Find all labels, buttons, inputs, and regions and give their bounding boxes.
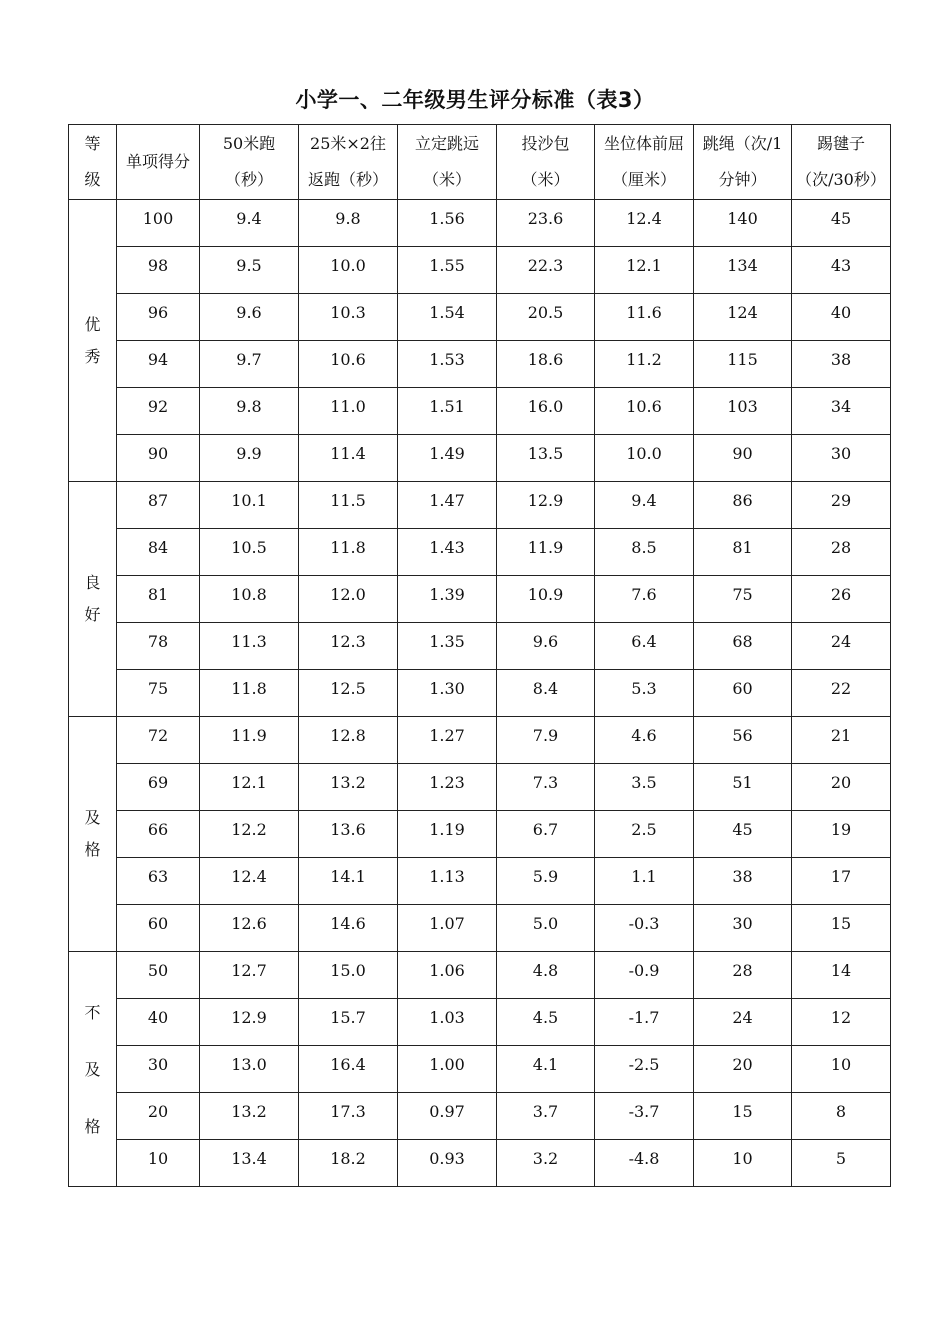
page-title: 小学一、二年级男生评分标准（表3） xyxy=(295,88,655,112)
table-cell: 26 xyxy=(792,576,891,623)
table-cell: 63 xyxy=(117,858,200,905)
table-cell: 1.13 xyxy=(398,858,497,905)
table-cell: 22 xyxy=(792,670,891,717)
table-row xyxy=(69,388,891,435)
table-cell: 134 xyxy=(694,247,792,294)
table-cell: 12.7 xyxy=(200,952,299,999)
table-cell: 12.5 xyxy=(299,670,398,717)
table-cell: 1.06 xyxy=(398,952,497,999)
table-cell: 29 xyxy=(792,482,891,529)
table-row xyxy=(69,482,891,529)
table-cell: 1.19 xyxy=(398,811,497,858)
table-cell: 87 xyxy=(117,482,200,529)
header-text: （米） xyxy=(521,170,570,189)
table-cell: 10.0 xyxy=(299,247,398,294)
header-text: 级 xyxy=(84,170,101,189)
table-cell: 20 xyxy=(792,764,891,811)
table-row xyxy=(69,435,891,482)
table-cell: 0.97 xyxy=(398,1093,497,1140)
header-text: （厘米） xyxy=(611,170,676,189)
grade-char: 好 xyxy=(84,605,101,624)
header-sit-reach xyxy=(595,125,694,200)
table-cell: 96 xyxy=(117,294,200,341)
table-row xyxy=(69,1093,891,1140)
table-cell: 12.9 xyxy=(497,482,595,529)
table-cell: 15.0 xyxy=(299,952,398,999)
table-cell: 9.6 xyxy=(200,294,299,341)
table-cell: 9.9 xyxy=(200,435,299,482)
header-text: 50米跑 xyxy=(222,134,276,153)
table-cell: 4.1 xyxy=(497,1046,595,1093)
table-cell: 12.8 xyxy=(299,717,398,764)
table-cell: 3.7 xyxy=(497,1093,595,1140)
table-cell: 8 xyxy=(792,1093,891,1140)
table-cell: 1.30 xyxy=(398,670,497,717)
table-cell: 10.9 xyxy=(497,576,595,623)
header-text: （次/30秒） xyxy=(796,170,886,189)
grade-char: 格 xyxy=(84,1116,101,1136)
table-cell: 75 xyxy=(694,576,792,623)
table-cell: 11.2 xyxy=(595,341,694,388)
table-row xyxy=(69,670,891,717)
table-cell: 4.5 xyxy=(497,999,595,1046)
table-row xyxy=(69,999,891,1046)
table-cell: 10.3 xyxy=(299,294,398,341)
table-cell: 78 xyxy=(117,623,200,670)
table-cell: 20.5 xyxy=(497,294,595,341)
table-cell: 140 xyxy=(694,200,792,247)
table-cell: 20 xyxy=(694,1046,792,1093)
table-cell: 11.4 xyxy=(299,435,398,482)
table-cell: 66 xyxy=(117,811,200,858)
table-cell: 9.5 xyxy=(200,247,299,294)
table-cell: 1.49 xyxy=(398,435,497,482)
table-cell: 28 xyxy=(694,952,792,999)
table-cell: 12.4 xyxy=(200,858,299,905)
table-cell: 115 xyxy=(694,341,792,388)
table-cell: 75 xyxy=(117,670,200,717)
table-cell: 3.2 xyxy=(497,1140,595,1187)
header-text: 踢毽子 xyxy=(816,134,865,153)
table-cell: 11.8 xyxy=(299,529,398,576)
table-cell: 1.00 xyxy=(398,1046,497,1093)
table-cell: 12.4 xyxy=(595,200,694,247)
grade-char: 秀 xyxy=(84,346,101,366)
header-text: （秒） xyxy=(224,170,273,189)
grade-cell xyxy=(69,952,117,1187)
table-cell: 5.3 xyxy=(595,670,694,717)
table-cell: 7.6 xyxy=(595,576,694,623)
table-row xyxy=(69,529,891,576)
table-cell: 10.5 xyxy=(200,529,299,576)
table-cell: 12 xyxy=(792,999,891,1046)
table-cell: 10.6 xyxy=(299,341,398,388)
table-cell: 90 xyxy=(117,435,200,482)
table-cell: 22.3 xyxy=(497,247,595,294)
table-cell: 69 xyxy=(117,764,200,811)
grade-char: 及 xyxy=(84,1059,101,1079)
grade-char: 不 xyxy=(84,1002,101,1022)
table-cell: 12.0 xyxy=(299,576,398,623)
grade-cell xyxy=(69,200,117,482)
table-cell: 20 xyxy=(117,1093,200,1140)
table-cell: 1.27 xyxy=(398,717,497,764)
table-cell: 17.3 xyxy=(299,1093,398,1140)
table-cell: -3.7 xyxy=(595,1093,694,1140)
table-cell: 10 xyxy=(694,1140,792,1187)
header-text: 单项得分 xyxy=(125,152,190,171)
table-cell: 4.8 xyxy=(497,952,595,999)
table-cell: 8.4 xyxy=(497,670,595,717)
table-cell: 3.5 xyxy=(595,764,694,811)
table-cell: 21 xyxy=(792,717,891,764)
grade-char: 良 xyxy=(84,573,101,592)
table-cell: 1.51 xyxy=(398,388,497,435)
table-cell: 9.8 xyxy=(200,388,299,435)
table-cell: 15.7 xyxy=(299,999,398,1046)
header-shuttlecock xyxy=(792,125,891,200)
table-cell: 40 xyxy=(792,294,891,341)
grade-char: 优 xyxy=(84,314,101,334)
table-cell: 13.2 xyxy=(200,1093,299,1140)
table-cell: 94 xyxy=(117,341,200,388)
table-cell: 10.1 xyxy=(200,482,299,529)
table-cell: 24 xyxy=(694,999,792,1046)
table-cell: 12.1 xyxy=(595,247,694,294)
table-cell: 50 xyxy=(117,952,200,999)
table-cell: 10.0 xyxy=(595,435,694,482)
table-cell: 9.6 xyxy=(497,623,595,670)
table-row xyxy=(69,764,891,811)
header-text: 坐位体前屈 xyxy=(603,134,684,153)
table-row xyxy=(69,576,891,623)
grade-char: 格 xyxy=(84,840,101,859)
table-cell: 90 xyxy=(694,435,792,482)
table-cell: 9.8 xyxy=(299,200,398,247)
table-cell: 12.2 xyxy=(200,811,299,858)
table-cell: 13.0 xyxy=(200,1046,299,1093)
scoring-table xyxy=(68,124,891,1187)
table-cell: 0.93 xyxy=(398,1140,497,1187)
header-score xyxy=(117,125,200,200)
table-cell: 13.4 xyxy=(200,1140,299,1187)
table-row xyxy=(69,717,891,764)
table-row xyxy=(69,341,891,388)
table-cell: 1.07 xyxy=(398,905,497,952)
table-cell: 10.8 xyxy=(200,576,299,623)
table-cell: 43 xyxy=(792,247,891,294)
table-cell: 16.0 xyxy=(497,388,595,435)
table-cell: -0.3 xyxy=(595,905,694,952)
table-cell: 11.3 xyxy=(200,623,299,670)
table-cell: -1.7 xyxy=(595,999,694,1046)
header-text: 立定跳远 xyxy=(414,134,479,153)
table-cell: 60 xyxy=(694,670,792,717)
table-cell: 5.0 xyxy=(497,905,595,952)
table-row xyxy=(69,247,891,294)
table-cell: 45 xyxy=(792,200,891,247)
table-cell: 12.9 xyxy=(200,999,299,1046)
table-row xyxy=(69,952,891,999)
header-row xyxy=(69,125,891,200)
table-cell: 100 xyxy=(117,200,200,247)
header-text: （米） xyxy=(422,170,471,189)
table-cell: -2.5 xyxy=(595,1046,694,1093)
table-cell: 9.7 xyxy=(200,341,299,388)
table-cell: 5.9 xyxy=(497,858,595,905)
table-cell: 11.5 xyxy=(299,482,398,529)
header-text: 投沙包 xyxy=(521,134,570,153)
header-grade xyxy=(69,125,117,200)
table-cell: 1.35 xyxy=(398,623,497,670)
table-cell: 13.5 xyxy=(497,435,595,482)
table-cell: 30 xyxy=(117,1046,200,1093)
table-cell: 1.39 xyxy=(398,576,497,623)
header-sandbag-throw xyxy=(497,125,595,200)
table-cell: 68 xyxy=(694,623,792,670)
table-cell: 11.0 xyxy=(299,388,398,435)
table-cell: 92 xyxy=(117,388,200,435)
table-cell: 9.4 xyxy=(595,482,694,529)
header-text: 分钟） xyxy=(718,170,767,189)
table-cell: 40 xyxy=(117,999,200,1046)
table-cell: 81 xyxy=(694,529,792,576)
table-cell: 13.2 xyxy=(299,764,398,811)
table-cell: 103 xyxy=(694,388,792,435)
table-cell: 4.6 xyxy=(595,717,694,764)
table-cell: 38 xyxy=(694,858,792,905)
header-text: 跳绳（次/1 xyxy=(702,134,783,153)
table-cell: 45 xyxy=(694,811,792,858)
table-cell: 14.6 xyxy=(299,905,398,952)
header-shuttle-run xyxy=(299,125,398,200)
table-body xyxy=(69,200,891,1187)
table-cell: 5 xyxy=(792,1140,891,1187)
table-row xyxy=(69,294,891,341)
grade-cell xyxy=(69,717,117,952)
header-standing-jump xyxy=(398,125,497,200)
table-cell: 6.4 xyxy=(595,623,694,670)
table-cell: 1.43 xyxy=(398,529,497,576)
table-cell: 51 xyxy=(694,764,792,811)
table-cell: 1.56 xyxy=(398,200,497,247)
table-cell: 11.9 xyxy=(200,717,299,764)
table-cell: 14.1 xyxy=(299,858,398,905)
table-cell: 24 xyxy=(792,623,891,670)
table-cell: 38 xyxy=(792,341,891,388)
table-cell: 12.3 xyxy=(299,623,398,670)
table-cell: 30 xyxy=(792,435,891,482)
table-cell: 8.5 xyxy=(595,529,694,576)
table-cell: 16.4 xyxy=(299,1046,398,1093)
header-text: 返跑（秒） xyxy=(307,170,388,189)
table-cell: 7.3 xyxy=(497,764,595,811)
table-cell: 60 xyxy=(117,905,200,952)
table-cell: 12.1 xyxy=(200,764,299,811)
table-row xyxy=(69,1140,891,1187)
header-text: 等 xyxy=(84,134,101,153)
table-cell: 15 xyxy=(792,905,891,952)
table-cell: 10.6 xyxy=(595,388,694,435)
table-cell: -4.8 xyxy=(595,1140,694,1187)
table-cell: 12.6 xyxy=(200,905,299,952)
table-cell: 9.4 xyxy=(200,200,299,247)
table-cell: 1.54 xyxy=(398,294,497,341)
table-cell: 18.6 xyxy=(497,341,595,388)
table-cell: 15 xyxy=(694,1093,792,1140)
table-cell: 11.9 xyxy=(497,529,595,576)
table-cell: 98 xyxy=(117,247,200,294)
table-cell: 56 xyxy=(694,717,792,764)
grade-cell xyxy=(69,482,117,717)
table-cell: 1.53 xyxy=(398,341,497,388)
table-cell: 124 xyxy=(694,294,792,341)
grade-char: 及 xyxy=(84,808,101,827)
table-row xyxy=(69,200,891,247)
table-cell: 23.6 xyxy=(497,200,595,247)
table-cell: 7.9 xyxy=(497,717,595,764)
table-cell: 30 xyxy=(694,905,792,952)
table-cell: 84 xyxy=(117,529,200,576)
table-cell: 1.47 xyxy=(398,482,497,529)
header-text: 25米×2往 xyxy=(310,134,386,153)
table-row xyxy=(69,858,891,905)
table-cell: 28 xyxy=(792,529,891,576)
table-cell: 13.6 xyxy=(299,811,398,858)
table-cell: 1.23 xyxy=(398,764,497,811)
table-cell: 6.7 xyxy=(497,811,595,858)
table-cell: 72 xyxy=(117,717,200,764)
table-row xyxy=(69,905,891,952)
table-cell: 1.1 xyxy=(595,858,694,905)
table-cell: 81 xyxy=(117,576,200,623)
table-row xyxy=(69,811,891,858)
table-cell: 2.5 xyxy=(595,811,694,858)
header-50m-run xyxy=(200,125,299,200)
table-cell: 86 xyxy=(694,482,792,529)
table-cell: 11.8 xyxy=(200,670,299,717)
table-cell: 14 xyxy=(792,952,891,999)
table-cell: 19 xyxy=(792,811,891,858)
table-cell: -0.9 xyxy=(595,952,694,999)
header-rope-skip xyxy=(694,125,792,200)
table-cell: 1.55 xyxy=(398,247,497,294)
table-cell: 17 xyxy=(792,858,891,905)
table-row xyxy=(69,623,891,670)
table-cell: 18.2 xyxy=(299,1140,398,1187)
table-cell: 11.6 xyxy=(595,294,694,341)
table-cell: 1.03 xyxy=(398,999,497,1046)
table-row xyxy=(69,1046,891,1093)
table-cell: 10 xyxy=(792,1046,891,1093)
table-cell: 34 xyxy=(792,388,891,435)
table-cell: 10 xyxy=(117,1140,200,1187)
